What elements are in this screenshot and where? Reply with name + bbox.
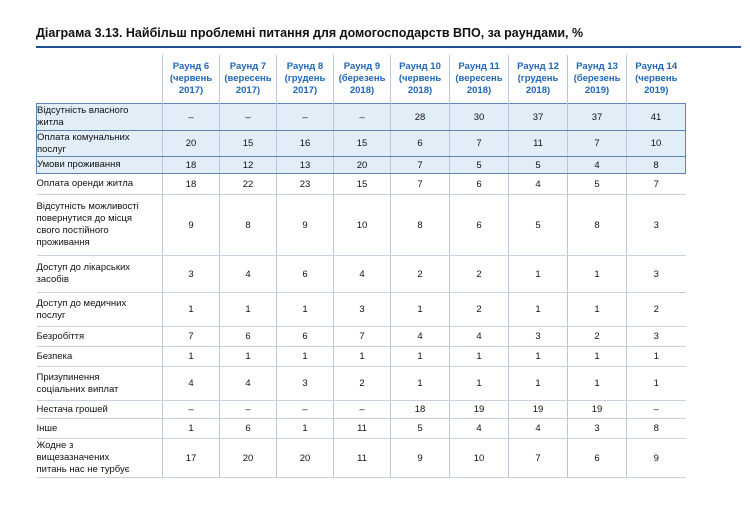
value-cell: 7 <box>391 157 450 174</box>
round-header-line: Раунд 8 <box>286 61 324 72</box>
row-label <box>37 293 163 327</box>
value-cell: 4 <box>334 256 391 293</box>
row-label <box>37 401 163 419</box>
value-cell: 4 <box>220 256 277 293</box>
round-header <box>627 55 686 104</box>
value-cell: 1 <box>509 367 568 401</box>
value-cell: 4 <box>391 327 450 347</box>
table-row <box>37 104 686 131</box>
value-cell: 1 <box>334 347 391 367</box>
value-cell: – <box>163 401 220 419</box>
value-cell: 5 <box>509 157 568 174</box>
round-header <box>334 55 391 104</box>
round-header-line: 2019) <box>644 85 669 96</box>
value-cell: 7 <box>163 327 220 347</box>
table-row <box>37 174 686 195</box>
value-cell: 1 <box>509 256 568 293</box>
row-label-line: Умови проживання <box>37 159 121 170</box>
table-row <box>37 157 686 174</box>
value-cell: 16 <box>277 131 334 157</box>
value-cell: 1 <box>450 347 509 367</box>
round-header-line: Раунд 10 <box>399 61 441 72</box>
header-row <box>37 55 686 104</box>
value-cell: 7 <box>627 174 686 195</box>
value-cell: 20 <box>220 439 277 478</box>
round-header-line: Раунд 14 <box>635 61 678 72</box>
value-cell: 7 <box>509 439 568 478</box>
value-cell: 1 <box>391 293 450 327</box>
value-cell: 7 <box>334 327 391 347</box>
round-header <box>163 55 220 104</box>
row-label-line: послуг <box>37 143 66 155</box>
table-row <box>37 327 686 347</box>
value-cell: 18 <box>163 157 220 174</box>
value-cell: 11 <box>334 419 391 439</box>
row-label-line: Призупинення <box>36 371 100 383</box>
value-cell: 7 <box>568 131 627 157</box>
value-cell: 18 <box>163 174 220 195</box>
round-header-line: 2018) <box>407 85 433 96</box>
round-header-line: Раунд 7 <box>229 61 267 72</box>
row-label-line: Нестача грошей <box>36 403 108 415</box>
value-cell: 6 <box>220 327 277 347</box>
table-row <box>37 439 686 478</box>
round-header-line: (березень <box>573 73 621 84</box>
table-row <box>37 293 686 327</box>
table-row <box>37 419 686 439</box>
value-cell: 6 <box>391 131 450 157</box>
value-cell: 10 <box>450 439 509 478</box>
value-cell: 2 <box>391 256 450 293</box>
value-cell: 1 <box>509 347 568 367</box>
value-cell: 20 <box>277 439 334 478</box>
round-header <box>277 55 334 104</box>
row-label-line: послуг <box>36 309 66 321</box>
value-cell: 3 <box>627 256 686 293</box>
value-cell: 28 <box>391 104 450 131</box>
value-cell: 7 <box>391 174 450 195</box>
value-cell: 1 <box>568 256 627 293</box>
round-header <box>220 55 277 104</box>
value-cell: 1 <box>163 419 220 439</box>
table-row <box>37 195 686 256</box>
value-cell: 18 <box>391 401 450 419</box>
value-cell: 6 <box>277 327 334 347</box>
value-cell: 5 <box>450 157 509 174</box>
round-header-line: 2018) <box>466 85 492 96</box>
value-cell: 15 <box>334 174 391 195</box>
header-label-cell <box>37 55 163 104</box>
round-header-line: (червень <box>398 73 442 84</box>
row-label-line: свого постійного <box>36 225 109 236</box>
value-cell: 3 <box>568 419 627 439</box>
value-cell: 20 <box>334 157 391 174</box>
row-label-line: Жодне з <box>36 440 74 451</box>
value-cell: 1 <box>391 347 450 367</box>
round-header-line: (вересень <box>455 73 503 84</box>
row-label <box>37 131 163 157</box>
round-header <box>391 55 450 104</box>
chart-title: Діаграма 3.13. Найбільш проблемні питання для домогосподарств ВПО, за раундами, % <box>36 26 584 40</box>
value-cell: – <box>627 401 686 419</box>
value-cell: 22 <box>220 174 277 195</box>
value-cell: 2 <box>334 367 391 401</box>
row-label <box>37 327 163 347</box>
round-header-line: 2019) <box>584 85 610 96</box>
value-cell: 8 <box>568 195 627 256</box>
round-header-line: 2018) <box>525 85 551 96</box>
value-cell: 6 <box>568 439 627 478</box>
row-label-line: повернутися до місця <box>36 213 133 224</box>
round-header-line: (червень <box>169 73 213 84</box>
round-header-line: Раунд 9 <box>343 61 381 72</box>
row-label-line: вищезазначених <box>36 452 110 463</box>
value-cell: 4 <box>509 174 568 195</box>
table-row <box>37 256 686 293</box>
value-cell: – <box>277 104 334 131</box>
value-cell: 3 <box>277 367 334 401</box>
row-label <box>37 439 163 478</box>
row-label-line: Безпека <box>36 350 73 362</box>
round-header-line: Раунд 6 <box>172 61 210 72</box>
value-cell: 1 <box>220 347 277 367</box>
table-row <box>37 131 686 157</box>
value-cell: 9 <box>391 439 450 478</box>
value-cell: 30 <box>450 104 509 131</box>
value-cell: 2 <box>450 293 509 327</box>
row-label <box>37 157 163 174</box>
value-cell: 5 <box>568 174 627 195</box>
value-cell: 19 <box>568 401 627 419</box>
row-label-line: Інше <box>36 422 58 434</box>
value-cell: 11 <box>509 131 568 157</box>
value-cell: 11 <box>334 439 391 478</box>
value-cell: 37 <box>509 104 568 131</box>
round-header-line: Раунд 11 <box>458 61 500 72</box>
table-row <box>37 401 686 419</box>
row-label-line: житла <box>37 117 64 128</box>
value-cell: 3 <box>509 327 568 347</box>
table-row <box>37 347 686 367</box>
round-header-line: (червень <box>635 73 678 84</box>
value-cell: 1 <box>627 347 686 367</box>
row-label-line: Оплата комунальних <box>37 131 130 143</box>
row-label-line: Безробіття <box>36 330 85 342</box>
row-label-line: соціальних виплат <box>36 383 119 395</box>
round-header-line: Раунд 12 <box>517 61 559 72</box>
value-cell: – <box>220 401 277 419</box>
value-cell: 3 <box>627 195 686 256</box>
round-header-line: 2017) <box>178 85 204 96</box>
value-cell: 6 <box>450 174 509 195</box>
row-label-line: засобів <box>36 274 69 285</box>
value-cell: 1 <box>163 347 220 367</box>
value-cell: 4 <box>450 327 509 347</box>
round-header <box>509 55 568 104</box>
value-cell: – <box>220 104 277 131</box>
value-cell: 8 <box>220 195 277 256</box>
value-cell: 10 <box>334 195 391 256</box>
round-header-line: Раунд 13 <box>576 61 618 72</box>
row-label-line: Відсутність можливості <box>36 201 139 212</box>
value-cell: 6 <box>220 419 277 439</box>
value-cell: 1 <box>277 347 334 367</box>
table-row <box>37 367 686 401</box>
value-cell: 8 <box>627 157 686 174</box>
round-header-line: (грудень <box>284 73 326 84</box>
value-cell: 7 <box>450 131 509 157</box>
round-header-line: (березень <box>338 73 386 84</box>
value-cell: 1 <box>627 367 686 401</box>
value-cell: 1 <box>391 367 450 401</box>
row-label-line: питань нас не турбує <box>36 464 130 475</box>
row-label-line: проживання <box>36 237 90 248</box>
value-cell: 8 <box>391 195 450 256</box>
value-cell: 1 <box>568 293 627 327</box>
value-cell: 20 <box>163 131 220 157</box>
value-cell: 1 <box>277 293 334 327</box>
round-header-line: 2017) <box>292 85 318 96</box>
row-label <box>37 195 163 256</box>
value-cell: 1 <box>509 293 568 327</box>
value-cell: – <box>277 401 334 419</box>
value-cell: 4 <box>509 419 568 439</box>
value-cell: 4 <box>163 367 220 401</box>
value-cell: 19 <box>450 401 509 419</box>
table-body <box>37 104 686 478</box>
value-cell: 4 <box>568 157 627 174</box>
row-label <box>37 256 163 293</box>
value-cell: 2 <box>568 327 627 347</box>
value-cell: 5 <box>391 419 450 439</box>
round-header-line: 2017) <box>235 85 261 96</box>
value-cell: 6 <box>277 256 334 293</box>
round-header-line: (грудень <box>517 73 559 84</box>
value-cell: 1 <box>220 293 277 327</box>
value-cell: 4 <box>450 419 509 439</box>
value-cell: 19 <box>509 401 568 419</box>
value-cell: 2 <box>627 293 686 327</box>
row-label <box>37 104 163 131</box>
value-cell: 6 <box>450 195 509 256</box>
value-cell: 4 <box>220 367 277 401</box>
value-cell: 13 <box>277 157 334 174</box>
value-cell: 8 <box>627 419 686 439</box>
value-cell: – <box>334 104 391 131</box>
row-label <box>37 367 163 401</box>
value-cell: 1 <box>568 367 627 401</box>
value-cell: 1 <box>568 347 627 367</box>
row-label-line: Доступ до лікарських <box>36 262 131 273</box>
value-cell: – <box>334 401 391 419</box>
row-label-line: Доступ до медичних <box>36 297 127 309</box>
value-cell: 3 <box>163 256 220 293</box>
round-header-line: 2018) <box>349 85 375 96</box>
value-cell: 10 <box>627 131 686 157</box>
value-cell: 12 <box>220 157 277 174</box>
value-cell: 3 <box>627 327 686 347</box>
value-cell: 5 <box>509 195 568 256</box>
value-cell: 9 <box>277 195 334 256</box>
title-divider <box>36 46 741 48</box>
row-label <box>37 347 163 367</box>
value-cell: 9 <box>627 439 686 478</box>
value-cell: 9 <box>163 195 220 256</box>
value-cell: 1 <box>277 419 334 439</box>
row-label <box>37 174 163 195</box>
value-cell: 15 <box>220 131 277 157</box>
row-label-line: Відсутність власного <box>37 105 129 116</box>
round-header <box>568 55 627 104</box>
value-cell: – <box>163 104 220 131</box>
row-label-line: Оплата оренди житла <box>36 178 134 189</box>
value-cell: 15 <box>334 131 391 157</box>
value-cell: 3 <box>334 293 391 327</box>
round-header <box>450 55 509 104</box>
value-cell: 1 <box>450 367 509 401</box>
value-cell: 17 <box>163 439 220 478</box>
value-cell: 2 <box>450 256 509 293</box>
value-cell: 37 <box>568 104 627 131</box>
value-cell: 1 <box>163 293 220 327</box>
round-header-line: (вересень <box>224 73 272 84</box>
value-cell: 23 <box>277 174 334 195</box>
value-cell: 41 <box>627 104 686 131</box>
row-label <box>37 419 163 439</box>
problems-table <box>36 55 686 478</box>
